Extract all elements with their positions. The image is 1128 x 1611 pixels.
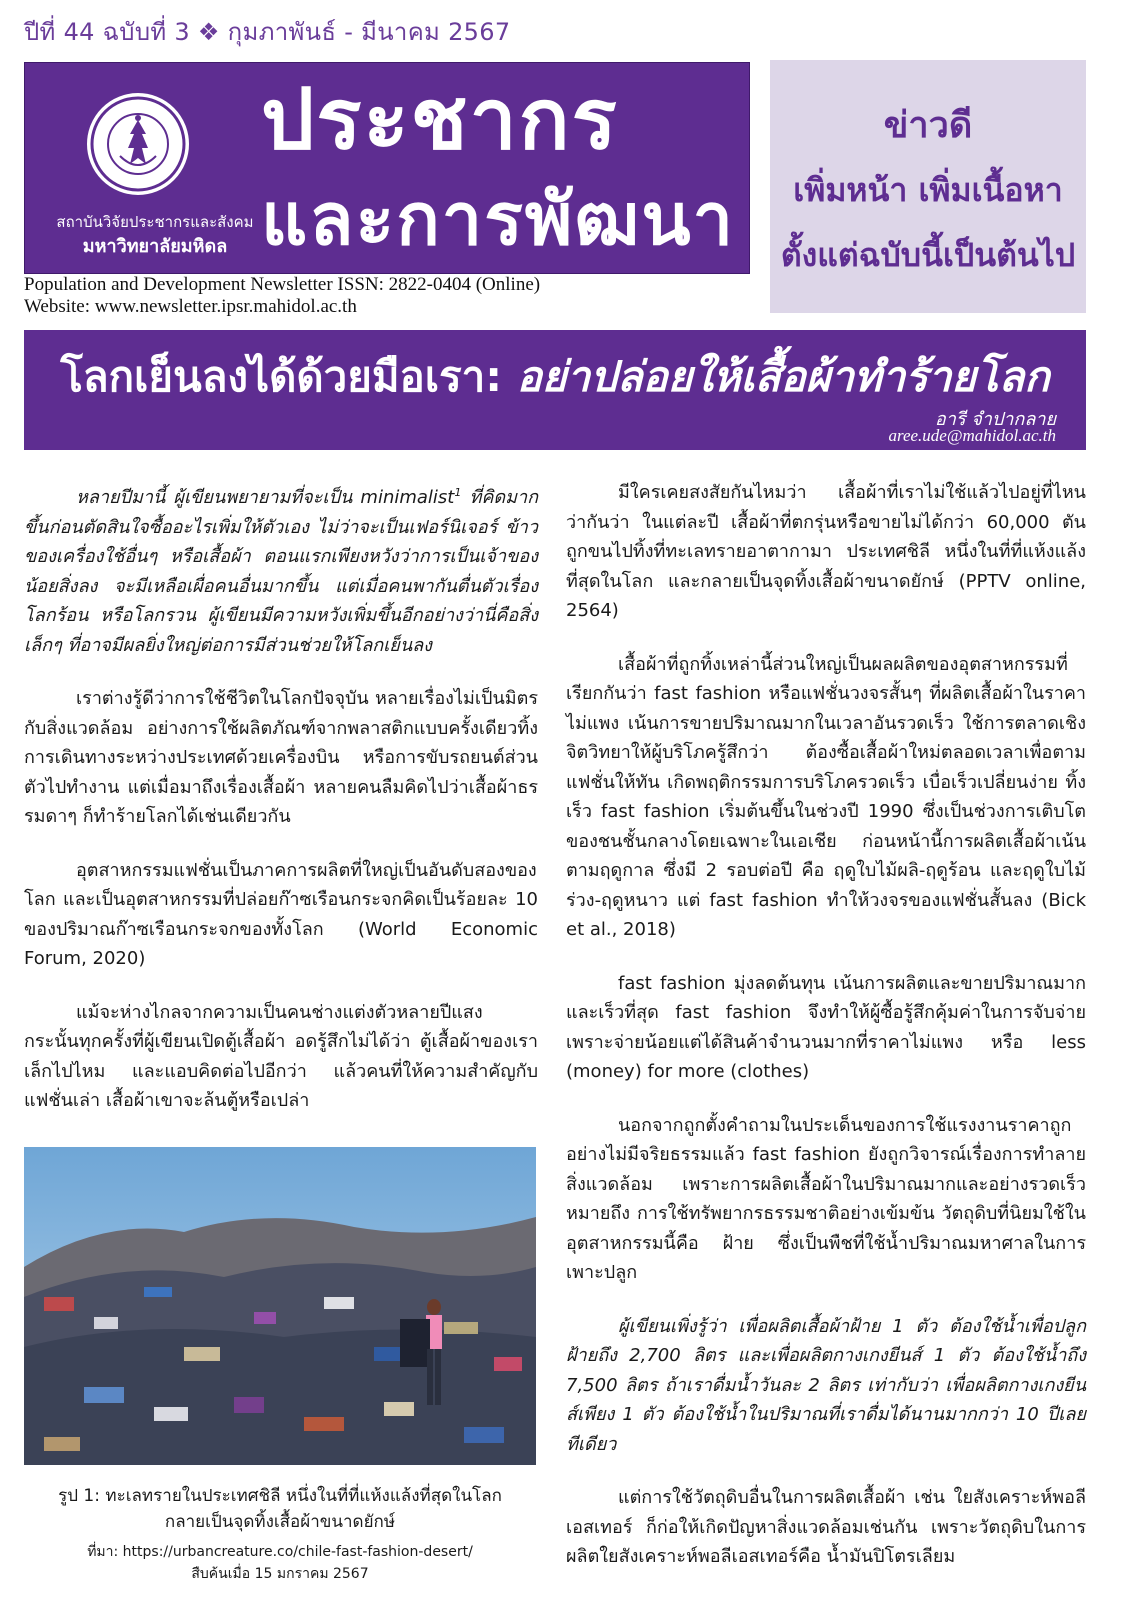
university-name: มหาวิทยาลัยมหิดล: [82, 236, 228, 257]
paragraph: อุตสาหกรรมแฟชั่นเป็นภาคการผลิตที่ใหญ่เป็นอันดับสองของโลก และเป็นอุตสาหกรรมที่ปล่อยก๊าซเรือนกระจกคิดเป็นร้อยละ 10 ของปริมาณก๊าซเรือนกระจกของทั้งโลก (World Economic Forum, 2020): [24, 859, 538, 969]
left-column: [24, 478, 538, 1140]
newsletter-title-line1: ประชากร: [261, 70, 619, 168]
source-url[interactable]: ที่มา: https://urbancreature.co/chile-fast-fashion-desert/: [87, 1544, 473, 1560]
paragraph: มีใครเคยสงสัยกันไหมว่า เสื้อผ้าที่เราไม่ใช้แล้วไปอยู่ที่ไหน ว่ากันว่า ในแต่ละปี เสื้อผ้าที่ตกรุ่นหรือขายไม่ได้กว่า 60,000 ตัน ถูกขนไปทิ้งที่ทะเลทรายอาตากามา ประเทศชิลี หนึ่งในที่ที่แห้งแล้งที่สุดในโลก และกลายเป็นจุดทิ้งเสื้อผ้าขนาดยักษ์ (PPTV online, 2564): [566, 482, 1086, 621]
publication-line: Population and Development Newsletter ISSN: 2822-0404 (Online): [24, 274, 541, 295]
paragraph: แม้จะห่างไกลจากความเป็นคนช่างแต่งตัวหลายปีแสง กระนั้นทุกครั้งที่ผู้เขียนเปิดตู้เสื้อผ้า อดรู้สึกไม่ได้ว่า ตู้เสื้อผ้าของเราเล็กไปไหม และแอบคิดต่อไปอีกว่า แล้วคนที่ให้ความสำคัญกับแฟชั่นเล่า เสื้อผ้าเขาจะล้นตู้หรือเปล่า: [24, 1001, 538, 1111]
article-banner: [24, 330, 1086, 450]
promo-box: [770, 60, 1086, 313]
paragraph: หลายปีมานี้ ผู้เขียนพยายามที่จะเป็น minimalist$^1$ ที่คิดมากขึ้นก่อนตัดสินใจซื้ออะไรเพิ่มให้ตัวเอง ไม่ว่าจะเป็นเฟอร์นิเจอร์ ข้าวของเครื่องใช้อื่นๆ หรือเสื้อผ้า ตอนแรกเพียงหวังว่าการเป็นเจ้าของน้อยสิ่งลง จะมีเหลือเผื่อคนอื่นมากขึ้น แต่เมื่อคนพากันตื่นตัวเรื่องโลกร้อน หรือโลกรวน ผู้เขียนมีความหวังเพิ่มขึ้นอีกอย่างว่านี่คือสิ่งเล็กๆ ที่อาจมีผลยิ่งใหญ่ต่อการมีส่วนช่วยให้โลกเย็นลง: [24, 486, 538, 656]
source-date: สืบค้นเมื่อ 15 มกราคม 2567: [191, 1566, 369, 1582]
institute-name: สถาบันวิจัยประชากรและสังคม: [56, 213, 254, 231]
figure-source: [24, 1541, 536, 1585]
author-email[interactable]: aree.ude@mahidol.ac.th: [888, 426, 1056, 445]
article-headline: [24, 344, 1086, 410]
promo-line2: เพิ่มหน้า เพิ่มเนื้อหา: [793, 171, 1063, 209]
caption-line1: รูป 1: ทะเลทรายในประเทศชิลี หนึ่งในที่ที่แห้งแล้งที่สุดในโลก: [58, 1486, 502, 1506]
newsletter-title-line2: และการพัฒนา: [261, 177, 736, 261]
publication-info: [24, 274, 540, 318]
figure-caption: [24, 1483, 536, 1535]
university-seal-icon: [87, 93, 189, 195]
promo-line1: ข่าวดี: [883, 105, 973, 146]
issue-line: ปีที่ 44 ฉบับที่ 3 ❖ กุมภาพันธ์ - มีนาคม 2567: [24, 18, 511, 46]
paragraph: นอกจากถูกตั้งคำถามในประเด็นของการใช้แรงงานราคาถูกอย่างไม่มีจริยธรรมแล้ว fast fashion ยังถูกวิจารณ์เรื่องการทำลายสิ่งแวดล้อม เพราะการผลิตเสื้อผ้าในปริมาณมากและอย่างรวดเร็ว หมายถึง การใช้ทรัพยากรธรรมชาติอย่างเข้มข้น วัตถุดิบที่นิยมใช้ในอุตสาหกรรมนี้คือ ฝ้าย ซึ่งเป็นพืชที่ใช้น้ำปริมาณมหาศาลในการเพาะปลูก: [566, 1114, 1086, 1283]
paragraph: แต่การใช้วัตถุดิบอื่นในการผลิตเสื้อผ้า เช่น ใยสังเคราะห์พอลีเอสเทอร์ ก็ก่อให้เกิดปัญหาสิ่งแวดล้อมเช่นกัน เพราะวัตถุดิบในการผลิตใยสังเคราะห์พอลีเอสเทอร์คือ น้ำมันปิโตรเลียม: [566, 1487, 1086, 1567]
website-line[interactable]: Website: www.newsletter.ipsr.mahidol.ac.th: [24, 296, 357, 317]
clothing-dump-photo: [24, 1147, 536, 1465]
right-column: [566, 478, 1086, 1596]
author-name: อารี จำปากลาย: [934, 409, 1056, 430]
caption-line2: กลายเป็นจุดทิ้งเสื้อผ้าขนาดยักษ์: [164, 1512, 396, 1532]
paragraph: ผู้เขียนเพิ่งรู้ว่า เพื่อผลิตเสื้อผ้าฝ้าย 1 ตัว ต้องใช้น้ำเพื่อปลูกฝ้ายถึง 2,700 ลิตร และเพื่อผลิตกางเกงยีนส์ 1 ตัว ต้องใช้น้ำถึง 7,500 ลิตร ถ้าเราดื่มน้ำวันละ 2 ลิตร เท่ากับว่า เพื่อผลิตกางเกงยีนส์เพียง 1 ตัว ต้องใช้น้ำในปริมาณที่เราดื่มได้นานมากกว่า 10 ปีเลยทีเดียว: [566, 1315, 1086, 1455]
paragraph: fast fashion มุ่งลดต้นทุน เน้นการผลิตและขายปริมาณมากและเร็วที่สุด fast fashion จึงทำให้ผู้ซื้อรู้สึกคุ้มค่าในการจับจ่าย เพราะจ่ายน้อยแต่ได้สินค้าจำนวนมากที่ราคาไม่แพง หรือ less (money) for more (clothes): [566, 972, 1086, 1082]
headline-tail: อย่าปล่อยให้เสื้อผ้าทำร้ายโลก: [516, 352, 1050, 401]
masthead: [24, 62, 750, 274]
promo-line3: ตั้งแต่ฉบับนี้เป็นต้นไป: [780, 236, 1076, 274]
headline-lead: โลกเย็นลงได้ด้วยมือเรา:: [60, 352, 517, 401]
paragraph: เราต่างรู้ดีว่าการใช้ชีวิตในโลกปัจจุบัน หลายเรื่องไม่เป็นมิตรกับสิ่งแวดล้อม อย่างการใช้ผลิตภัณฑ์จากพลาสติกแบบครั้งเดียวทิ้ง การเดินทางระหว่างประเทศด้วยเครื่องบิน หรือการขับรถยนต์ส่วนตัวไปทำงาน แต่เมื่อมาถึงเรื่องเสื้อผ้า หลายคนลืมคิดไปว่าเสื้อผ้าธรรมดาๆ ก็ทำร้ายโลกได้เช่นเดียวกัน: [24, 688, 538, 827]
paragraph: เสื้อผ้าที่ถูกทิ้งเหล่านี้ส่วนใหญ่เป็นผลผลิตของอุตสาหกรรมที่เรียกกันว่า fast fashion หรือแฟชั่นวงจรสั้นๆ ที่ผลิตเสื้อผ้าในราคาไม่แพง เน้นการขายปริมาณมากในเวลาอันรวดเร็ว ใช้การตลาดเชิงจิตวิทยาให้ผู้บริโภครู้สึกว่า ต้องซื้อเสื้อผ้าใหม่ตลอดเวลาเพื่อตามแฟชั่นให้ทัน เกิดพฤติกรรมการบริโภครวดเร็ว เบื่อเร็วเปลี่ยนง่าย ทิ้งเร็ว fast fashion เริ่มต้นขึ้นในช่วงปี 1990 ซึ่งเป็นช่วงการเติบโตของชนชั้นกลางโดยเฉพาะในเอเชีย ก่อนหน้านี้การผลิตเสื้อผ้าเน้นตามฤดูกาล ซึ่งมี 2 รอบต่อปี คือ ฤดูใบไม้ผลิ-ฤดูร้อน และฤดูใบไม้ร่วง-ฤดูหนาว แต่ fast fashion ทำให้วงจรของแฟชั่นสั้นลง (Bick et al., 2018): [566, 653, 1086, 940]
